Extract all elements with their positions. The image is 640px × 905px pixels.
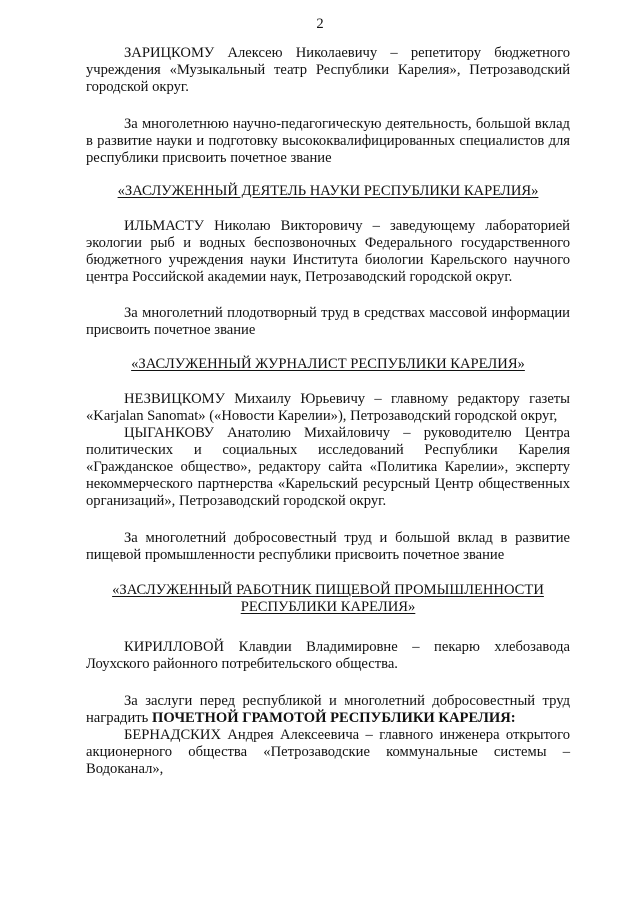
title-food-industry-worker-line1: «ЗАСЛУЖЕННЫЙ РАБОТНИК ПИЩЕВОЙ ПРОМЫШЛЕННОСТИ bbox=[112, 582, 544, 598]
award-recipient-zaritsky: ЗАРИЦКОМУ Алексею Николаевичу – репетитору бюджетного учреждения «Музыкальный театр Республики Карелия», Петрозаводский городской округ. bbox=[86, 45, 570, 95]
award-recipient-tsygankov: ЦЫГАНКОВУ Анатолию Михайловичу – руководителю Центра политических и социальных исследований Республики Карелия «Гражданское общество», редактору сайта «Политика Карелии», эксперту некоммерческого партнерства «Карельский ресурсный Центр общественных организаций», Петрозаводский городской округ. bbox=[86, 425, 570, 509]
award-reason-certificate bbox=[86, 693, 570, 727]
certificate-title-bold: ПОЧЕТНОЙ ГРАМОТОЙ РЕСПУБЛИКИ КАРЕЛИЯ: bbox=[151, 710, 516, 726]
award-recipient-kirillova: КИРИЛЛОВОЙ Клавдии Владимировне – пекарю хлебозавода Лоухского районного потребительского общества. bbox=[86, 639, 570, 672]
award-reason-journalism: За многолетний плодотворный труд в средствах массовой информации присвоить почетное звание bbox=[86, 305, 570, 338]
title-honored-journalist: «ЗАСЛУЖЕННЫЙ ЖУРНАЛИСТ РЕСПУБЛИКИ КАРЕЛИЯ» bbox=[131, 356, 525, 372]
award-recipient-nezvitsky: НЕЗВИЦКОМУ Михаилу Юрьевичу – главному редактору газеты «Karjalan Sanomat» («Новости Карелии»), Петрозаводский городской округ, bbox=[86, 391, 570, 424]
document-body bbox=[86, 45, 570, 778]
title-science-honored-figure: «ЗАСЛУЖЕННЫЙ ДЕЯТЕЛЬ НАУКИ РЕСПУБЛИКИ КАРЕЛИЯ» bbox=[117, 183, 539, 199]
award-reason-science: За многолетнюю научно-педагогическую деятельность, большой вклад в развитие науки и подготовку высококвалифицированных специалистов для республики присвоить почетное звание bbox=[86, 116, 570, 166]
award-reason-food-industry: За многолетний добросовестный труд и большой вклад в развитие пищевой промышленности республики присвоить почетное звание bbox=[86, 530, 570, 563]
page-number: 2 bbox=[316, 16, 324, 32]
certificate-intro-text: За заслуги перед республикой и многолетний добросовестный труд наградить bbox=[86, 693, 570, 726]
award-recipient-bernadskikh: БЕРНАДСКИХ Андрея Алексеевича – главного инженера открытого акционерного общества «Петрозаводские коммунальные системы – Водоканал», bbox=[86, 727, 570, 777]
title-food-industry-worker-line2: РЕСПУБЛИКИ КАРЕЛИЯ» bbox=[240, 599, 416, 615]
award-recipient-ilmast: ИЛЬМАСТУ Николаю Викторовичу – заведующему лабораторией экологии рыб и водных беспозвоночных Федерального государственного бюджетного учреждения науки Института биологии Карельского научного центра Российской академии наук, Петрозаводский городской округ. bbox=[86, 218, 570, 285]
